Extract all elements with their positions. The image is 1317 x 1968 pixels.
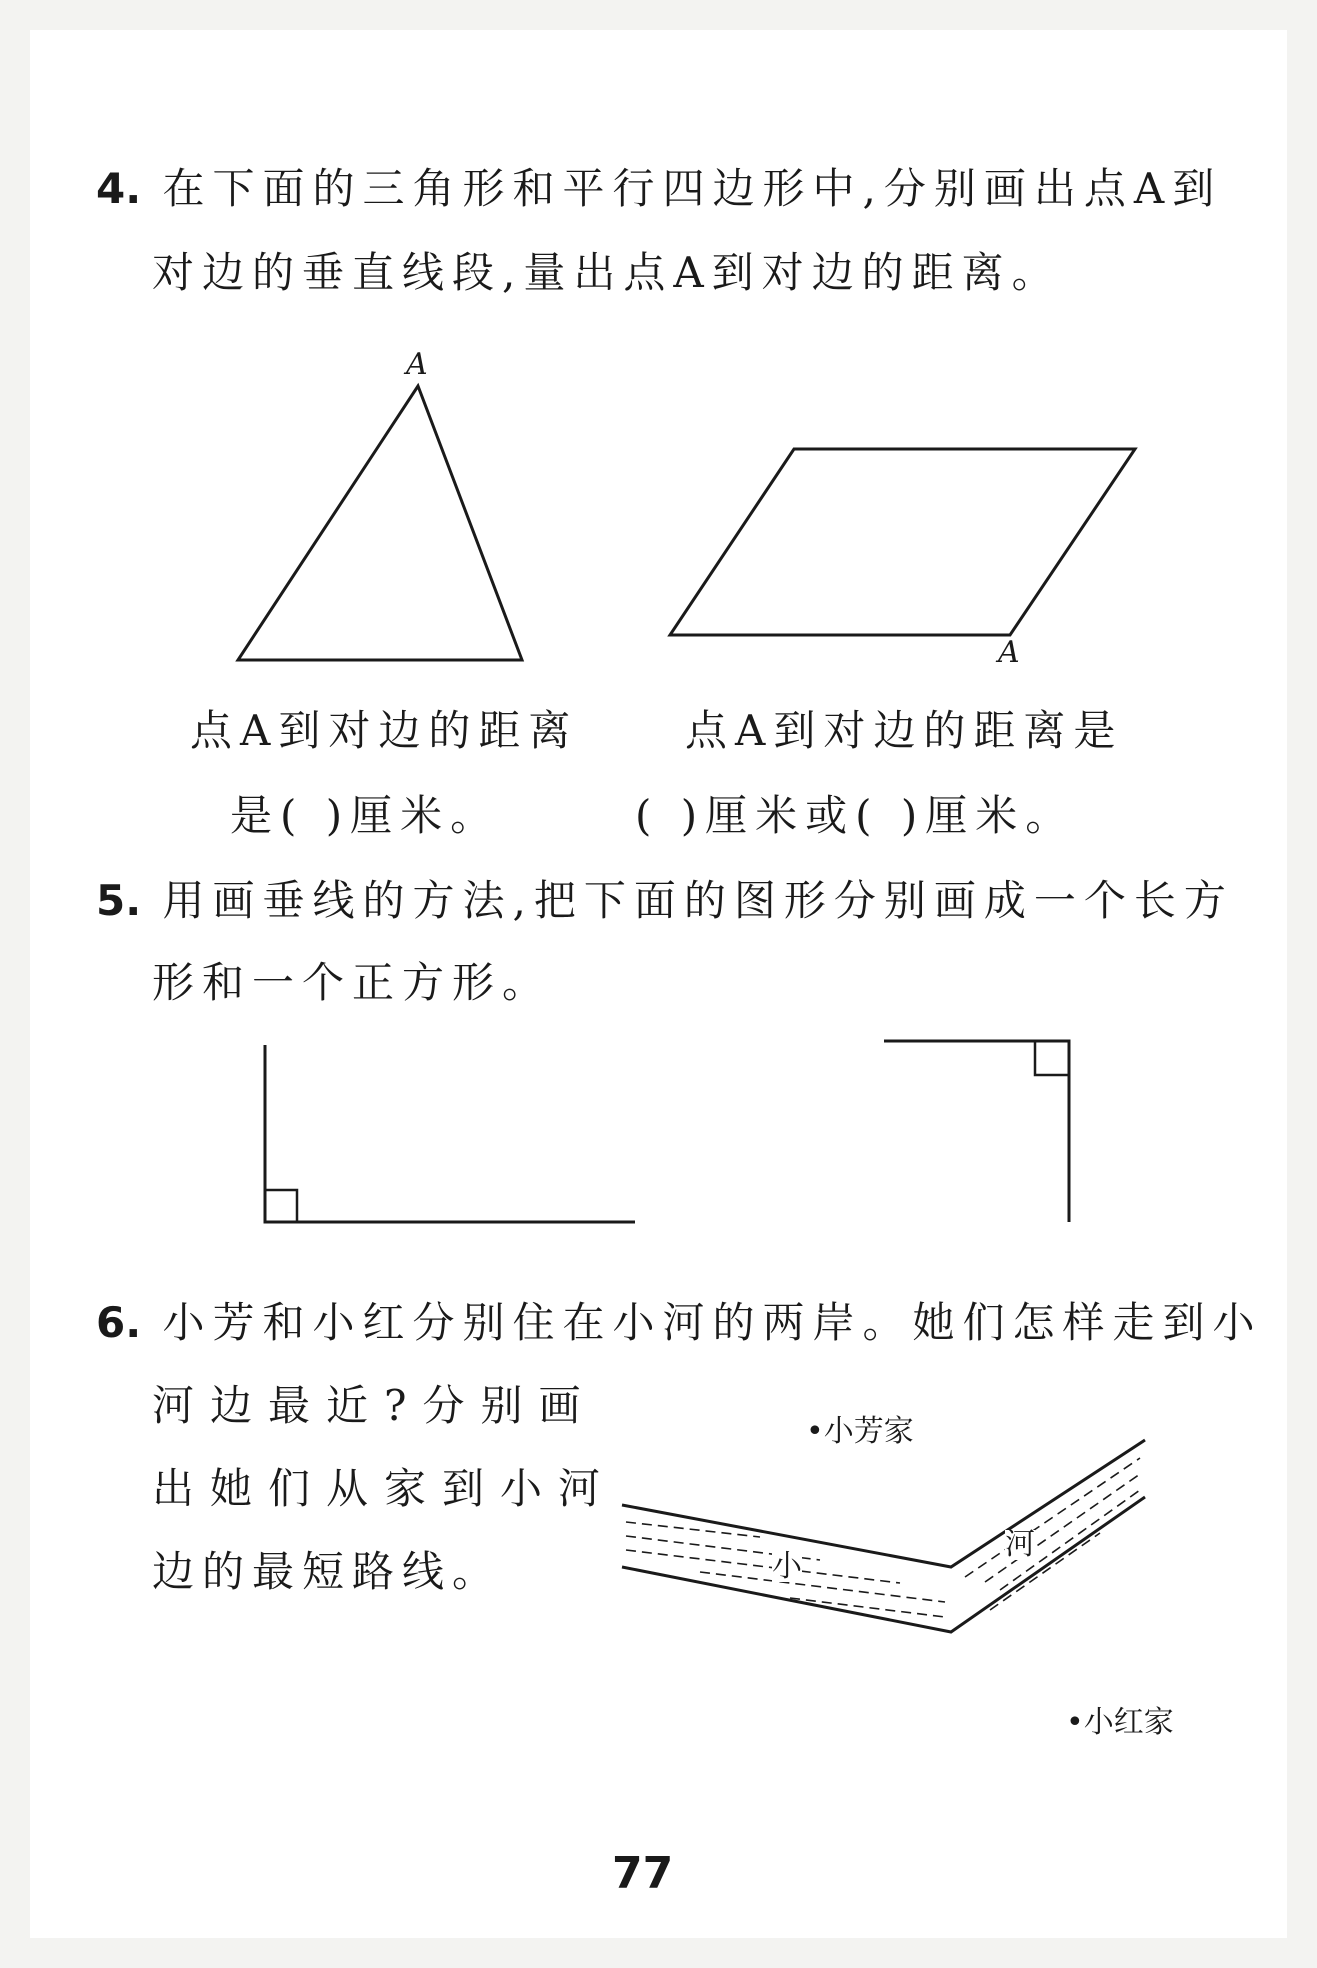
xiaofang-home-label: •小芳家	[806, 1414, 914, 1449]
q6-line3: 出她们从家到小河	[152, 1464, 617, 1513]
parallelogram-answer-line2: ( )厘米或( )厘米。	[635, 791, 1076, 840]
q5-line2: 形和一个正方形。	[152, 958, 553, 1007]
xiaohong-home-label: •小红家	[1066, 1705, 1174, 1740]
triangle-vertex-a-label: A	[406, 347, 428, 382]
left-angle-shape	[265, 1045, 635, 1222]
triangle	[238, 386, 522, 660]
triangle-answer-line2: 是( )厘米。	[230, 791, 501, 840]
river-label-he: 河	[1005, 1527, 1035, 1562]
q6-line1	[96, 1298, 1263, 1347]
right-angle-shape	[884, 1041, 1069, 1222]
parallelogram	[670, 449, 1135, 635]
q5-text-1: 用画垂线的方法,把下面的图形分别画成一个长方	[162, 876, 1234, 925]
right-right-angle-mark	[1035, 1041, 1069, 1075]
q5-line1	[96, 876, 1234, 925]
q6-line2: 河边最近?分别画	[152, 1381, 597, 1430]
q5-number: 5.	[96, 876, 142, 925]
river	[622, 1440, 1145, 1632]
q6-text-1: 小芳和小红分别住在小河的两岸。她们怎样走到小	[162, 1298, 1263, 1347]
q6-line4: 边的最短路线。	[152, 1547, 503, 1596]
q6-number: 6.	[96, 1298, 142, 1347]
parallelogram-vertex-a-label: A	[998, 635, 1020, 670]
q4-text-1: 在下面的三角形和平行四边形中,分别画出点A到	[162, 164, 1223, 213]
q4-number: 4.	[96, 164, 142, 213]
parallelogram-answer-line1: 点A到对边的距离是	[685, 706, 1124, 755]
triangle-answer-line1: 点A到对边的距离	[190, 706, 579, 755]
q4-line2: 对边的垂直线段,量出点A到对边的距离。	[152, 248, 1062, 297]
river-label-xiao: 小	[772, 1549, 802, 1584]
page-number: 77	[612, 1848, 674, 1899]
left-right-angle-mark	[265, 1190, 297, 1222]
